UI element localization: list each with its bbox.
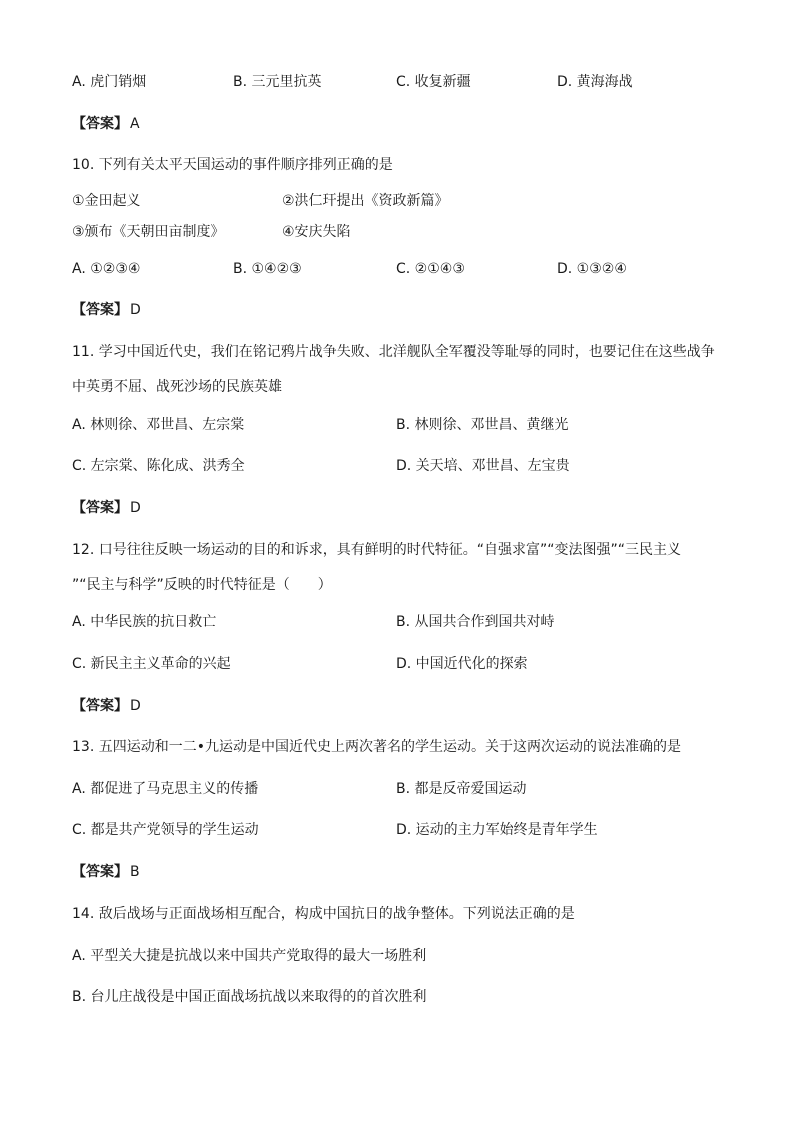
q11-option-b: B. 林则徐、邓世昌、黄继光 (396, 417, 569, 433)
q13-option-a: A. 都促进了马克思主义的传播 (72, 781, 259, 797)
answer-value: D (130, 500, 141, 516)
q11-stem-line1: 11. 学习中国近代史，我们在铭记鸦片战争失败、北洋舰队全军覆没等耻辱的同时，也要记住在这些战争 (72, 344, 715, 360)
q9-option-c: C. 收复新疆 (396, 74, 471, 90)
q10-option-a: A. ①②③④ (72, 261, 141, 277)
answer-label: 【答案】 (72, 698, 128, 714)
q11-stem-line2: 中英勇不屈、战死沙场的民族英雄 (72, 379, 282, 395)
answer-value: B (130, 864, 140, 880)
q9-answer (72, 114, 140, 134)
q13-option-d: D. 运动的主力军始终是青年学生 (396, 822, 598, 838)
q13-answer (72, 862, 140, 882)
q12-stem-line1: 12. 口号往往反映一场运动的目的和诉求，具有鲜明的时代特征。“自强求富”“变法图强”“三民主义 (72, 542, 681, 558)
q9-option-d: D. 黄海海战 (557, 74, 633, 90)
q10-option-b: B. ①④②③ (233, 261, 302, 277)
q14-option-a: A. 平型关大捷是抗战以来中国共产党取得的最大一场胜利 (72, 948, 427, 964)
q13-option-b: B. 都是反帝爱国运动 (396, 781, 527, 797)
answer-value: D (130, 698, 141, 714)
q10-item-3: ③颁布《天朝田亩制度》 (72, 224, 225, 240)
q10-item-4: ④安庆失陷 (282, 224, 351, 240)
q11-option-d: D. 关天培、邓世昌、左宝贵 (396, 458, 570, 474)
q10-stem: 10. 下列有关太平天国运动的事件顺序排列正确的是 (72, 157, 393, 173)
q14-option-b: B. 台儿庄战役是中国正面战场抗战以来取得的的首次胜利 (72, 989, 427, 1005)
q12-option-a: A. 中华民族的抗日救亡 (72, 614, 217, 630)
answer-label: 【答案】 (72, 116, 128, 132)
answer-label: 【答案】 (72, 500, 128, 516)
q12-answer (72, 696, 141, 716)
q11-option-c: C. 左宗棠、陈化成、洪秀全 (72, 458, 245, 474)
q11-option-a: A. 林则徐、邓世昌、左宗棠 (72, 417, 245, 433)
q10-option-c: C. ②①④③ (396, 261, 465, 277)
q10-option-d: D. ①③②④ (557, 261, 627, 277)
answer-value: D (130, 302, 141, 318)
q12-stem-line2: ”“民主与科学”反映的时代特征是（ ） (72, 577, 332, 593)
q10-item-2: ②洪仁玕提出《资政新篇》 (282, 193, 449, 209)
q12-option-d: D. 中国近代化的探索 (396, 656, 528, 672)
answer-label: 【答案】 (72, 302, 128, 318)
q14-stem: 14. 敌后战场与正面战场相互配合，构成中国抗日的战争整体。下列说法正确的是 (72, 906, 575, 922)
q10-item-1: ①金田起义 (72, 193, 141, 209)
answer-label: 【答案】 (72, 864, 128, 880)
answer-value: A (130, 116, 140, 132)
q13-option-c: C. 都是共产党领导的学生运动 (72, 822, 259, 838)
q13-stem: 13. 五四运动和一二•九运动是中国近代史上两次著名的学生运动。关于这两次运动的说法准确的是 (72, 739, 681, 755)
q9-option-a: A. 虎门销烟 (72, 74, 147, 90)
q12-option-b: B. 从国共合作到国共对峙 (396, 614, 555, 630)
q10-answer (72, 300, 141, 320)
q12-option-c: C. 新民主主义革命的兴起 (72, 656, 231, 672)
q11-answer (72, 498, 141, 518)
q9-option-b: B. 三元里抗英 (233, 74, 322, 90)
